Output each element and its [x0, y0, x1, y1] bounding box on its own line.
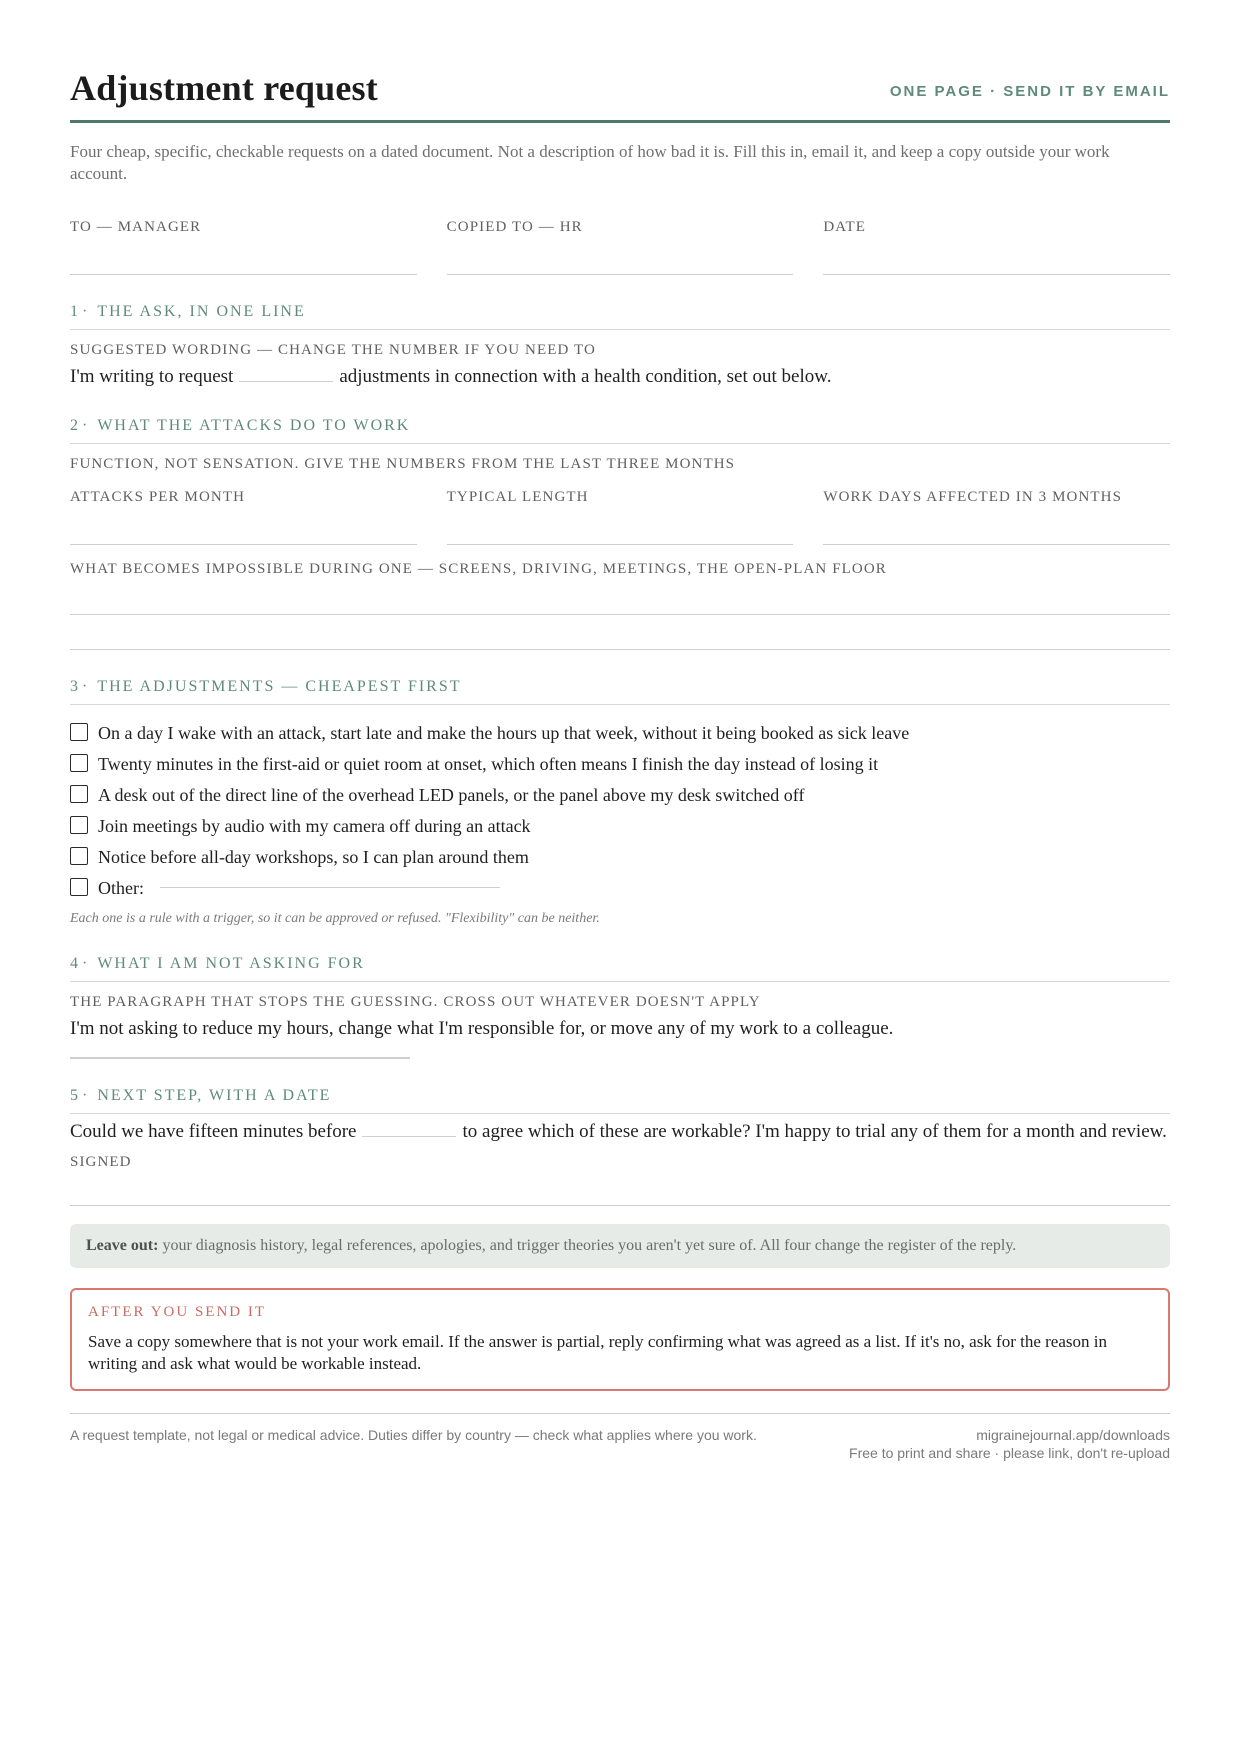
section-1-heading: [70, 303, 1170, 330]
work-days-affected-field: [823, 489, 1170, 545]
section-4-body: I'm not asking to reduce my hours, change what I'm responsible for, or move any of my work to a colleague.: [70, 1018, 894, 1039]
section-2-number: 2 ·: [70, 417, 88, 434]
other-label: Other:: [98, 877, 144, 898]
section-5-body: [70, 1120, 1170, 1144]
attacks-per-month-line: [70, 544, 417, 545]
section-5-number: 5 ·: [70, 1087, 88, 1104]
section-5-title: NEXT STEP, WITH A DATE: [97, 1087, 332, 1104]
adjustment-item-label: A desk out of the direct line of the overhead LED panels, or the panel above my desk switched off: [98, 784, 805, 805]
impossible-during-label: WHAT BECOMES IMPOSSIBLE DURING ONE — SCREENS, DRIVING, MEETINGS, THE OPEN-PLAN FLOOR: [70, 561, 887, 577]
checkbox[interactable]: [70, 816, 88, 834]
section-5-text-after: to agree which of these are workable? I'm happy to trial any of them for a month and review.: [462, 1121, 1167, 1142]
adjustment-item-other[interactable]: [70, 872, 1170, 903]
adjustment-item-label: On a day I wake with an attack, start late and make the hours up that week, without it being booked as sick leave: [98, 722, 910, 743]
section-4-title: WHAT I AM NOT ASKING FOR: [97, 955, 365, 972]
footer-right: [849, 1426, 1170, 1462]
work-days-affected-line: [823, 544, 1170, 545]
to-manager-line: [70, 274, 417, 275]
leave-out-box: [70, 1224, 1170, 1268]
section-1-blank: [239, 381, 333, 382]
section-2-subheading: FUNCTION, NOT SENSATION. GIVE THE NUMBERS FROM THE LAST THREE MONTHS: [70, 456, 736, 472]
footer-url: migrainejournal.app/downloads: [976, 1427, 1170, 1443]
other-blank: [160, 887, 500, 888]
attacks-per-month-label: ATTACKS PER MONTH: [70, 489, 246, 505]
work-days-affected-label: WORK DAYS AFFECTED IN 3 MONTHS: [823, 489, 1123, 505]
intro-text: Four cheap, specific, checkable requests on a dated document. Not a description of how bad it is. Fill this in, email it, and keep a copy outside your work account.: [70, 142, 1110, 183]
after-you-send-box: [70, 1288, 1170, 1391]
section-3-number: 3 ·: [70, 678, 88, 695]
section-5-heading: [70, 1087, 1170, 1114]
section-4-subheading: THE PARAGRAPH THAT STOPS THE GUESSING. CROSS OUT WHATEVER DOESN'T APPLY: [70, 994, 761, 1010]
date-label: DATE: [823, 219, 867, 235]
impossible-during-field: [70, 561, 1170, 650]
adjustment-item-label: Join meetings by audio with my camera off during an attack: [98, 815, 531, 836]
after-you-send-text: Save a copy somewhere that is not your work email. If the answer is partial, reply confirming what was agreed as a list. If it's no, ask for the reason in writing and ask what would be workable instead.: [88, 1332, 1107, 1373]
section-1-subheading: SUGGESTED WORDING — CHANGE THE NUMBER IF YOU NEED TO: [70, 342, 596, 358]
to-manager-field: [70, 219, 417, 275]
adjustment-item-5[interactable]: [70, 841, 1170, 872]
adjustment-item-2[interactable]: [70, 748, 1170, 779]
footer-share-note: Free to print and share · please link, don't re-upload: [849, 1445, 1170, 1461]
section-1-title: THE ASK, IN ONE LINE: [97, 303, 306, 320]
checkbox[interactable]: [70, 878, 88, 896]
signed-field: [70, 1154, 1170, 1206]
typical-length-line: [447, 544, 794, 545]
adjustments-note: Each one is a rule with a trigger, so it can be approved or refused. "Flexibility" can be neither.: [70, 911, 600, 926]
typical-length-field: [447, 489, 794, 545]
copied-to-hr-line: [447, 274, 794, 275]
footer: [70, 1413, 1170, 1462]
section-3-title: THE ADJUSTMENTS — CHEAPEST FIRST: [97, 678, 462, 695]
date-line: [823, 274, 1170, 275]
section-5-text-before: Could we have fifteen minutes before: [70, 1121, 357, 1142]
section-4-line: [70, 1057, 410, 1059]
attacks-per-month-field: [70, 489, 417, 545]
checkbox[interactable]: [70, 847, 88, 865]
checkbox[interactable]: [70, 754, 88, 772]
typical-length-label: TYPICAL LENGTH: [446, 489, 589, 505]
adjustment-item-1[interactable]: [70, 717, 1170, 748]
tagline: ONE PAGE · SEND IT BY EMAIL: [889, 83, 1170, 100]
adjustments-checklist: [70, 717, 1170, 903]
section-2-heading: [70, 417, 1170, 444]
copied-to-hr-field: [447, 219, 794, 275]
checkbox[interactable]: [70, 785, 88, 803]
adjustment-item-4[interactable]: [70, 810, 1170, 841]
date-field: [823, 219, 1170, 275]
section-2-title: WHAT THE ATTACKS DO TO WORK: [97, 417, 411, 434]
signed-line: [70, 1205, 1170, 1206]
copied-to-hr-label: COPIED TO — HR: [446, 219, 583, 235]
adjustment-item-label: Notice before all-day workshops, so I can plan around them: [98, 846, 529, 867]
after-you-send-label: AFTER YOU SEND IT: [88, 1304, 267, 1320]
section-2-fields: [70, 489, 1170, 545]
section-1-body: [70, 365, 1170, 389]
impossible-during-line-2: [70, 649, 1170, 650]
section-4-heading: [70, 955, 1170, 982]
meta-fields: [70, 219, 1170, 275]
to-manager-label: TO — MANAGER: [70, 219, 202, 235]
signed-label: SIGNED: [70, 1154, 132, 1170]
footer-disclaimer: A request template, not legal or medical advice. Duties differ by country — check what applies where you work.: [70, 1427, 757, 1443]
section-1-text-after: adjustments in connection with a health condition, set out below.: [339, 366, 832, 387]
section-1-number: 1 ·: [70, 303, 88, 320]
section-4-number: 4 ·: [70, 955, 88, 972]
leave-out-lead: Leave out:: [86, 1237, 159, 1254]
section-3-heading: [70, 678, 1170, 705]
section-5-blank: [362, 1136, 456, 1137]
section-1-text-before: I'm writing to request: [70, 366, 234, 387]
adjustment-item-3[interactable]: [70, 779, 1170, 810]
adjustment-item-label: Twenty minutes in the first-aid or quiet room at onset, which often means I finish the day instead of losing it: [98, 753, 879, 774]
page-title: Adjustment request: [70, 68, 378, 108]
checkbox[interactable]: [70, 723, 88, 741]
header: [70, 70, 1170, 123]
leave-out-text: your diagnosis history, legal references, apologies, and trigger theories you aren't yet sure of. All four change the register of the reply.: [162, 1237, 1017, 1254]
impossible-during-line-1: [70, 614, 1170, 615]
